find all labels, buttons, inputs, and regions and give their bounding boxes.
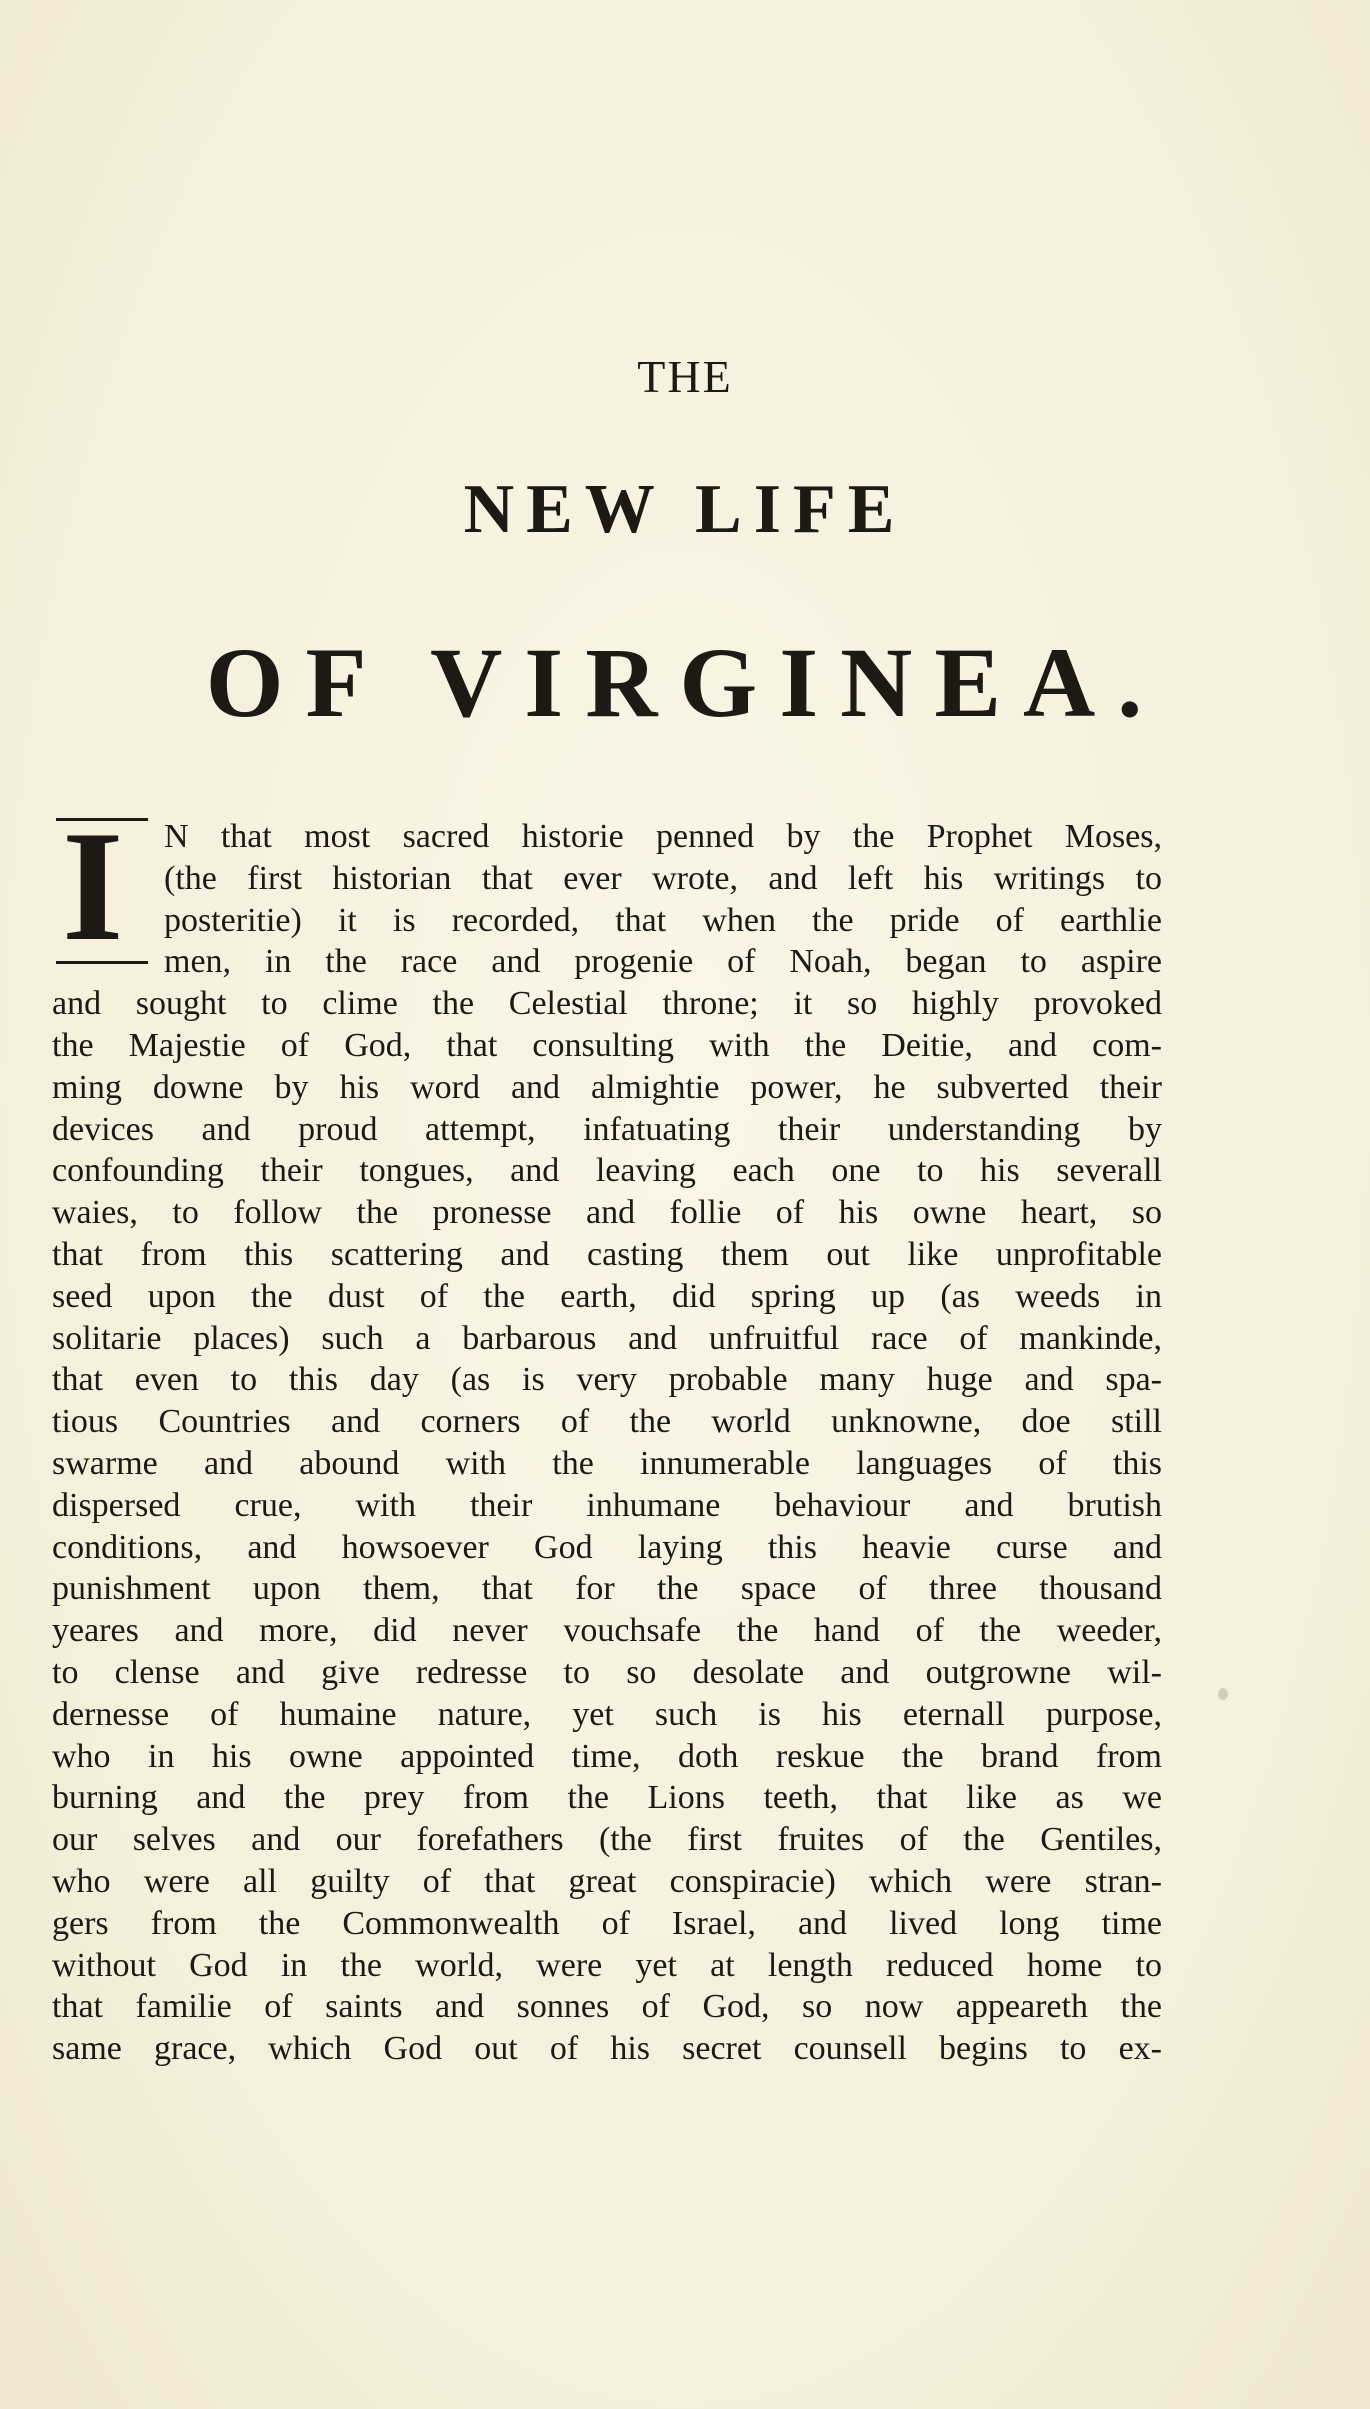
text-line: dispersed crue, with their inhumane behaviour and brutish — [52, 1486, 1162, 1524]
text-line: (the first historian that ever wrote, and left his writings to — [164, 859, 1162, 897]
text-line: solitarie places) such a barbarous and unfruitful race of mankinde, — [52, 1319, 1162, 1357]
drop-cap: I — [62, 799, 124, 974]
title-the: THE — [637, 351, 733, 402]
text-line: burning and the prey from the Lions teeth, that like as we — [52, 1779, 1162, 1817]
text-line: that even to this day (as is very probable many huge and spa- — [52, 1361, 1162, 1399]
paper-smudge — [1218, 1688, 1228, 1700]
text-line: dernesse of humaine nature, yet such is his eternall purpose, — [52, 1695, 1162, 1733]
text-line: that from this scattering and casting them out like unprofitable — [52, 1235, 1162, 1273]
text-line: same grace, which God out of his secret counsell begins to ex- — [52, 2030, 1162, 2068]
body-text — [52, 816, 1162, 2070]
text-line: posteritie) it is recorded, that when the pride of earthlie — [164, 901, 1162, 939]
text-line: our selves and our forefathers (the first fruites of the Gentiles, — [52, 1821, 1162, 1859]
text-line: waies, to follow the pronesse and follie of his owne heart, so — [52, 1194, 1162, 1232]
text-line: punishment upon them, that for the space of three thousand — [52, 1570, 1162, 1608]
title-of-virginea: OF VIRGINEA. — [205, 627, 1165, 738]
text-line: confounding their tongues, and leaving each one to his severall — [52, 1152, 1162, 1190]
text-line: conditions, and howsoever God laying this heavie curse and — [52, 1528, 1162, 1566]
text-line: ming downe by his word and almightie power, he subverted their — [52, 1068, 1162, 1106]
text-line: the Majestie of God, that consulting with the Deitie, and com- — [52, 1026, 1162, 1064]
text-line: yeares and more, did never vouchsafe the hand of the weeder, — [52, 1612, 1162, 1650]
text-line: seed upon the dust of the earth, did spring up (as weeds in — [52, 1277, 1162, 1315]
text-line: N that most sacred historie penned by the Prophet Moses, — [164, 818, 1162, 855]
text-line: swarme and abound with the innumerable languages of this — [52, 1444, 1162, 1482]
text-line: men, in the race and progenie of Noah, began to aspire — [164, 943, 1162, 981]
text-line: and sought to clime the Celestial throne; it so highly provoked — [52, 985, 1162, 1023]
text-line: who were all guilty of that great conspiracie) which were stran- — [52, 1862, 1162, 1900]
text-line: that familie of saints and sonnes of God, so now appeareth the — [52, 1988, 1162, 2026]
text-line: who in his owne appointed time, doth reskue the brand from — [52, 1737, 1162, 1775]
text-line: devices and proud attempt, infatuating their understanding by — [52, 1110, 1162, 1148]
title-new-life: NEW LIFE — [463, 471, 907, 548]
text-line: gers from the Commonwealth of Israel, and lived long time — [52, 1904, 1162, 1942]
text-line: without God in the world, were yet at length reduced home to — [52, 1946, 1162, 1984]
text-line: to clense and give redresse to so desolate and outgrowne wil- — [52, 1653, 1162, 1691]
text-line: tious Countries and corners of the world unknowne, doe still — [52, 1403, 1162, 1441]
